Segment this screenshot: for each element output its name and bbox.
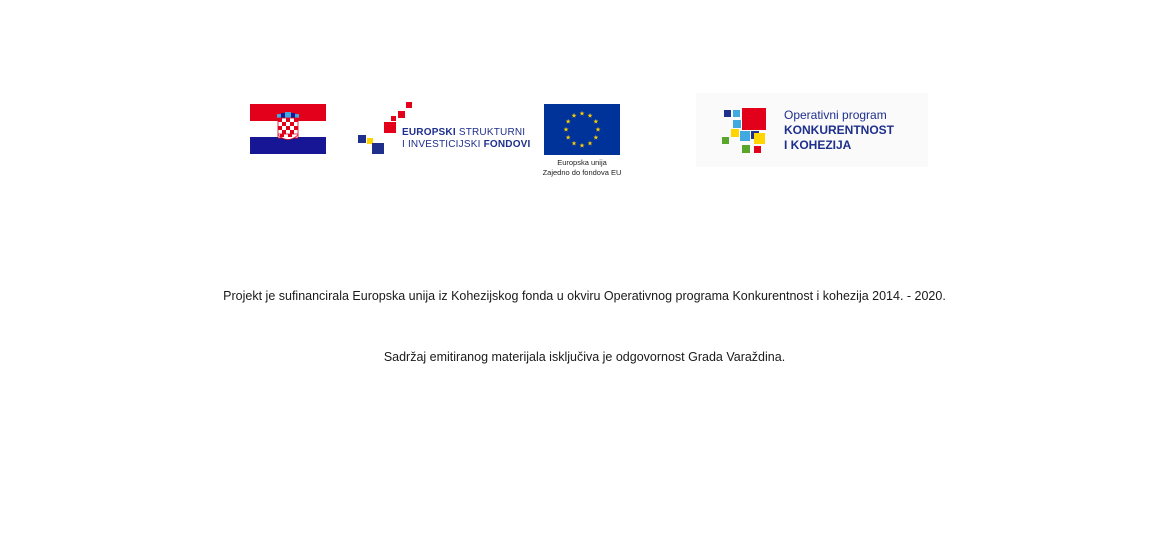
- eu-flag-icon: [544, 104, 620, 155]
- opkk-wordmark: [784, 108, 894, 153]
- eu-logo: [536, 104, 636, 184]
- esif-line1-rest: STRUKTURNI: [455, 127, 526, 138]
- eu-caption-line1: Europska unija: [557, 158, 607, 167]
- esif-line2-bold: FONDOVI: [483, 139, 531, 150]
- opkk-line1: Operativni program: [784, 108, 887, 122]
- logos-row: [0, 0, 1169, 200]
- opkk-line3: I KOHEZIJA: [784, 138, 852, 152]
- eu-caption-line2: Zajedno do fondova EU: [542, 168, 622, 177]
- esif-line2-rest: I INVESTICIJSKI: [402, 139, 484, 150]
- croatian-flag-icon: [250, 104, 326, 154]
- opkk-logo-icon: [720, 93, 780, 167]
- esif-line1-bold: EUROPSKI: [402, 127, 456, 138]
- funding-statement: Projekt je sufinancirala Europska unija iz Kohezijskog fonda u okviru Operativnog programa Konkurentnost i kohezija 2014. - 2020.: [223, 289, 946, 303]
- responsibility-statement: Sadržaj emitiranog materijala isključiva je odgovornost Grada Varaždina.: [383, 350, 786, 364]
- opkk-logo: [696, 93, 928, 167]
- esif-wordmark: [402, 127, 531, 151]
- opkk-line2: KONKURENTNOST: [784, 123, 894, 137]
- eu-caption: [536, 158, 628, 178]
